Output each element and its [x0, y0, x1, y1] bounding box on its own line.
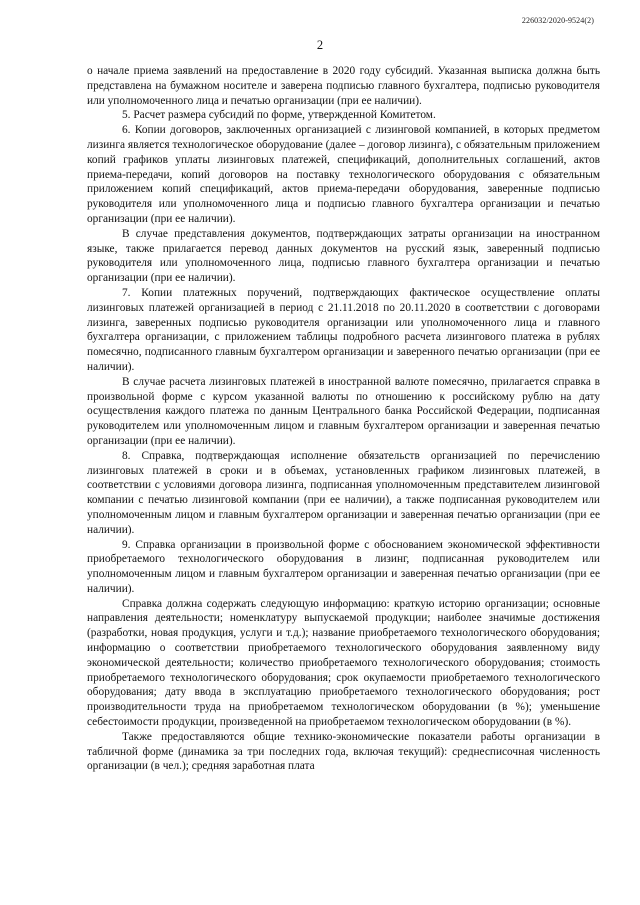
document-body: [87, 64, 600, 774]
paragraph-item-8: 8. Справка, подтверждающая исполнение обязательств организацией по перечислению лизинговых платежей в сроки и в объемах, установленных графиком лизинговых платежей, в соответствии с условиями договора лизинга, подписанная уполномоченным представителем лизинговой компании с печатью лизинговой компании (при ее наличии), а также подписанная руководителем или уполномоченным лицом и главным бухгалтером организации и заверенная печатью организации (при ее наличии).: [87, 449, 600, 536]
paragraph-foreign-language: В случае представления документов, подтверждающих затраты организации на иностранном языке, также прилагается перевод данных документов на русский язык, заверенный подписью руководителя или уполномоченного лица, подписью главного бухгалтера организации и печатью организации (при ее наличии).: [87, 227, 600, 285]
paragraph-intro: о начале приема заявлений на предоставление в 2020 году субсидий. Указанная выписка должна быть представлена на бумажном носителе и заверена подписью главного бухгалтера, подписью руководителя или уполномоченного лица и печатью организации (при ее наличии).: [87, 65, 600, 107]
paragraph-indicators: Также предоставляются общие технико-экономические показатели работы организации в табличной форме (динамика за три последних года, включая текущий): среднесписочная численность организации (в чел.); средняя заработная плата: [87, 730, 600, 773]
document-id: 226032/2020-9524(2): [521, 16, 594, 25]
paragraph-foreign-currency: В случае расчета лизинговых платежей в иностранной валюте помесячно, прилагается справка в произвольной форме с курсом указанной валюты по отношению к российскому рублю на дату осуществления каждого платежа по данным Центрального банка Российской Федерации, подписанная руководителем или уполномоченным лицом и главным бухгалтером организации и заверенная печатью организации (при ее наличии).: [87, 375, 600, 447]
paragraph-item-9: 9. Справка организации в произвольной форме с обоснованием экономической эффективности приобретаемого технологического оборудования в лизинг, подписанная руководителем или уполномоченным лицом и главным бухгалтером организации и заверенная печатью организации (при ее наличии).: [87, 538, 600, 595]
paragraph-item-5: 5. Расчет размера субсидий по форме, утвержденной Комитетом.: [122, 109, 436, 122]
paragraph-item-7: 7. Копии платежных поручений, подтверждающих фактическое осуществление оплаты лизинговых платежей организацией в период с 21.11.2018 по 20.11.2020 в соответствии с договорами лизинга, заверенных подписью руководителя организации или уполномоченного лица и главного бухгалтера организации, с приложением таблицы подробного расчета лизингового платежа в рублях помесячно, подписанного главным бухгалтером организации и заверенного печатью организации (при ее наличии).: [87, 286, 600, 373]
paragraph-certificate-content: Справка должна содержать следующую информацию: краткую историю организации; основные направления деятельности; номенклатуру выпускаемой продукции; наиболее значимые достижения (разработки, новая продукция, услуги и т.д.); название приобретаемого технологического оборудования; информацию о соответствии приобретаемого технологического оборудования заявленному виду экономической деятельности; количество приобретаемого технологического оборудования; стоимость приобретаемого технологического оборудования; срок окупаемости приобретаемого технологического оборудования; дату ввода в эксплуатацию приобретаемого технологического оборудования; рост производительности труда на приобретаемом технологическом оборудовании (в %); уменьшение себестоимости продукции, произведенной на приобретаемом технологическом оборудовании (в %).: [87, 597, 600, 729]
paragraph-item-6: 6. Копии договоров, заключенных организацией с лизинговой компанией, в которых предметом лизинга является технологическое оборудование (далее – договор лизинга), с обязательным приложением копий графиков уплаты лизинговых платежей, спецификаций, дополнительных соглашений, актов приема-передачи, копий договоров на поставку технологического оборудования с обязательным приложением копий спецификаций, актов приема-передачи оборудования, заверенные подписью руководителя или уполномоченного лица и подписью главного бухгалтера организации и печатью организации (при ее наличии).: [87, 124, 600, 225]
page-number: 2: [316, 38, 324, 52]
